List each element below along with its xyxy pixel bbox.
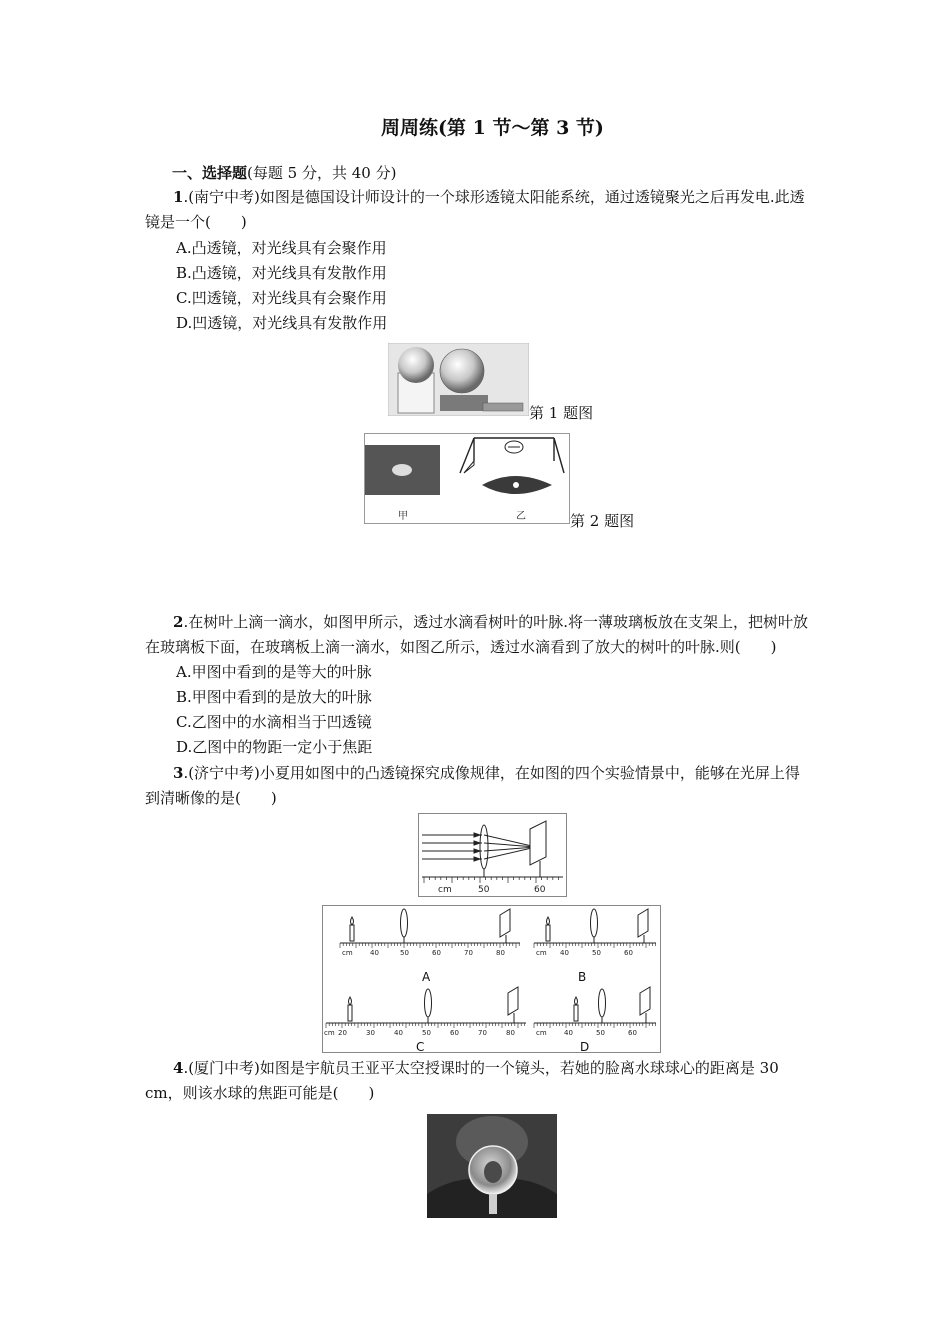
top-ruler-tick-50: 50 bbox=[478, 885, 490, 895]
panel-a-unit: cm bbox=[342, 949, 353, 957]
panel-d-tick: 60 bbox=[628, 1029, 637, 1037]
panel-d-unit: cm bbox=[536, 1029, 547, 1037]
panel-c-unit: cm bbox=[324, 1029, 335, 1037]
q1-figure-solar-lens-photo bbox=[388, 343, 529, 416]
q1-option-d: D.凹透镜，对光线具有发散作用 bbox=[176, 314, 388, 332]
q1-figure-caption: 第 1 题图 bbox=[529, 404, 594, 422]
panel-c-tick: 60 bbox=[450, 1029, 459, 1037]
top-ruler-unit: cm bbox=[438, 885, 452, 895]
question-number: 1 bbox=[173, 188, 184, 206]
panel-b-unit: cm bbox=[536, 949, 547, 957]
panel-b-tick: 60 bbox=[624, 949, 633, 957]
panel-a-label: A bbox=[422, 970, 431, 984]
q4-figure-water-ball-photo bbox=[427, 1114, 557, 1218]
q1-option-c: C.凹透镜，对光线具有会聚作用 bbox=[176, 289, 387, 307]
question-number: 4 bbox=[173, 1059, 184, 1077]
question-4 bbox=[145, 1056, 813, 1106]
panel-c-tick: 80 bbox=[506, 1029, 515, 1037]
panel-d-label: D bbox=[580, 1040, 590, 1053]
label-yi: 乙 bbox=[516, 511, 526, 522]
panel-b-label: B bbox=[578, 970, 587, 984]
q2-figure-water-drop-leaf bbox=[364, 433, 570, 524]
question-3 bbox=[145, 761, 813, 811]
q3-figure-focal-length-setup bbox=[418, 813, 567, 897]
panel-b-tick: 40 bbox=[560, 949, 569, 957]
question-2 bbox=[145, 610, 813, 660]
panel-b-tick: 50 bbox=[592, 949, 601, 957]
page-title: 周周练(第 1 节～第 3 节) bbox=[381, 117, 604, 139]
panel-d-tick: 40 bbox=[564, 1029, 573, 1037]
question-text: .(厦门中考)如图是宇航员王亚平太空授课时的一个镜头，若她的脸离水球球心的距离是 30 cm，则该水球的焦距可能是( ) bbox=[145, 1059, 779, 1102]
panel-a-tick: 50 bbox=[400, 949, 409, 957]
q2-figure-caption: 第 2 题图 bbox=[570, 512, 635, 530]
question-text: .(南宁中考)如图是德国设计师设计的一个球形透镜太阳能系统，通过透镜聚光之后再发电.此透镜是一个( ) bbox=[145, 188, 805, 231]
panel-c-tick: 20 bbox=[338, 1029, 347, 1037]
panel-a-tick: 60 bbox=[432, 949, 441, 957]
question-number: 3 bbox=[173, 764, 184, 782]
panel-a-tick: 70 bbox=[464, 949, 473, 957]
q2-option-b: B.甲图中看到的是放大的叶脉 bbox=[176, 688, 372, 706]
panel-c-label: C bbox=[416, 1040, 425, 1053]
panel-d-tick: 50 bbox=[596, 1029, 605, 1037]
panel-a-tick: 80 bbox=[496, 949, 505, 957]
panel-c-tick: 40 bbox=[394, 1029, 403, 1037]
section-label: 一、选择题 bbox=[172, 164, 248, 182]
q2-option-a: A.甲图中看到的是等大的叶脉 bbox=[176, 663, 372, 681]
section-heading bbox=[172, 162, 396, 183]
question-number: 2 bbox=[173, 613, 184, 631]
question-text: .在树叶上滴一滴水，如图甲所示，透过水滴看树叶的叶脉.将一薄玻璃板放在支架上，把树叶放在玻璃板下面，在玻璃板上滴一滴水，如图乙所示，透过水滴看到了放大的树叶的叶脉.则( ) bbox=[145, 613, 808, 656]
question-text: .(济宁中考)小夏用如图中的凸透镜探究成像规律，在如图的四个实验情景中，能够在光屏上得到清晰像的是( ) bbox=[145, 764, 800, 807]
label-jia: 甲 bbox=[398, 511, 408, 522]
q2-option-c: C.乙图中的水滴相当于凹透镜 bbox=[176, 713, 372, 731]
q3-figure-options-abcd bbox=[322, 905, 661, 1053]
panel-c-tick: 70 bbox=[478, 1029, 487, 1037]
panel-c-tick: 30 bbox=[366, 1029, 375, 1037]
panel-a-tick: 40 bbox=[370, 949, 379, 957]
q2-option-d: D.乙图中的物距一定小于焦距 bbox=[176, 738, 373, 756]
panel-c-tick: 50 bbox=[422, 1029, 431, 1037]
section-note: (每题 5 分，共 40 分) bbox=[247, 164, 397, 182]
q1-option-a: A.凸透镜，对光线具有会聚作用 bbox=[176, 239, 387, 257]
question-1 bbox=[145, 185, 813, 235]
top-ruler-tick-60: 60 bbox=[534, 885, 546, 895]
q1-option-b: B.凸透镜，对光线具有发散作用 bbox=[176, 264, 387, 282]
